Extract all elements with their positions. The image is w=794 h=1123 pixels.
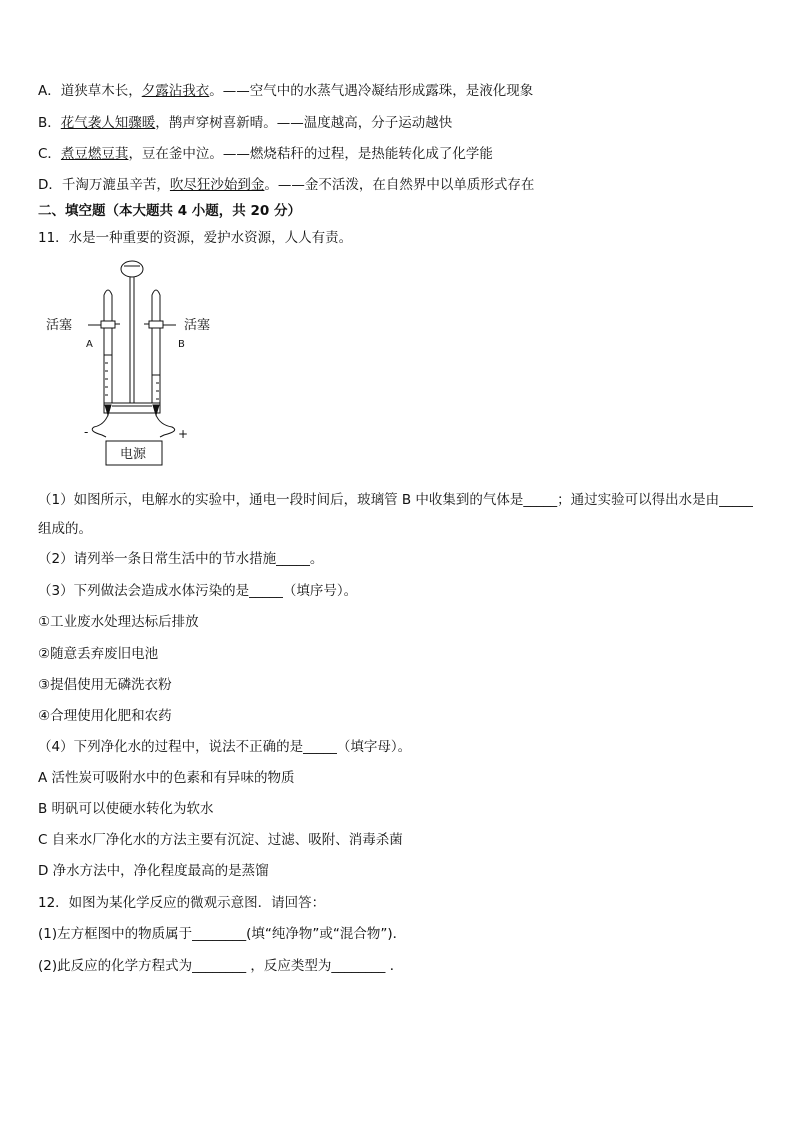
q11-part4: （4）下列净化水的过程中，说法不正确的是_____（填字母）。	[38, 739, 412, 755]
text: 。——金不活泼，在自然界中以单质形式存在	[264, 177, 535, 193]
electrolysis-diagram	[44, 255, 224, 470]
label-tube-b: B	[178, 339, 185, 350]
text: B．	[38, 115, 61, 131]
connector	[104, 403, 160, 413]
label-right-valve: 活塞	[184, 318, 211, 333]
q12-part1: (1)左方框图中的物质属于________(填“纯净物”或“混合物”)．	[38, 926, 407, 942]
tube-a	[104, 290, 112, 405]
label-minus: -	[84, 425, 89, 439]
q10-option-c	[38, 145, 493, 163]
label-left-valve: 活塞	[46, 318, 73, 333]
tube-b	[152, 290, 160, 405]
funnel-bulb	[121, 261, 143, 277]
wire-left	[92, 415, 108, 437]
q11-part3-option: ④合理使用化肥和农药	[38, 708, 172, 724]
q11-part4-option: D 净水方法中，净化程度最高的是蒸馏	[38, 863, 269, 879]
text: C．	[38, 146, 61, 162]
section-title: 二、填空题（本大题共 4 小题，共 20 分）	[38, 203, 301, 219]
q12-stem: 12．如图为某化学反应的微观示意图．请回答：	[38, 895, 326, 911]
label-power: 电源	[120, 447, 147, 462]
underlined-text: 花气袭人知骤暖	[60, 115, 156, 131]
q11-part2: （2）请列举一条日常生活中的节水措施_____。	[38, 551, 324, 567]
q11-part4-option: B 明矾可以使硬水转化为软水	[38, 801, 214, 817]
q11-part3-option: ③提倡使用无磷洗衣粉	[38, 677, 172, 693]
text: D．千淘万漉虽辛苦，	[38, 177, 170, 193]
q11-part3: （3）下列做法会造成水体污染的是_____（填序号）。	[38, 583, 358, 599]
label-plus: +	[178, 427, 189, 441]
q11-part1-line1: （1）如图所示，电解水的实验中，通电一段时间后，玻璃管 B 中收集到的气体是_____；通过实验可以得出水是由_____	[38, 492, 753, 508]
q11-stem: 11．水是一种重要的资源，爱护水资源，人人有责。	[38, 230, 353, 246]
q12-part2: (2)此反应的化学方程式为________ ，反应类型为________ ．	[38, 958, 404, 974]
text: A．道狭草木长，	[38, 83, 142, 99]
q10-option-b	[38, 114, 452, 132]
text: ，豆在釜中泣。——燃烧秸秆的过程，是热能转化成了化学能	[128, 146, 493, 162]
q10-option-d	[38, 176, 534, 194]
q10-option-a	[38, 82, 533, 100]
underlined-text: 煮豆燃豆萁	[60, 146, 129, 162]
label-tube-a: A	[86, 339, 93, 350]
q11-part4-option: A 活性炭可吸附水中的色素和有异味的物质	[38, 770, 295, 786]
left-valve	[101, 321, 115, 328]
q11-part3-option: ①工业废水处理达标后排放	[38, 614, 199, 630]
q11-part4-option: C 自来水厂净化水的方法主要有沉淀、过滤、吸附、消毒杀菌	[38, 832, 403, 848]
q11-part1-line2: 组成的。	[38, 521, 92, 537]
right-valve	[149, 321, 163, 328]
text: 。——空气中的水蒸气遇冷凝结形成露珠，是液化现象	[209, 83, 534, 99]
underlined-text: 吹尽狂沙始到金	[169, 177, 265, 193]
text: ，鹊声穿树喜新晴。——温度越高，分子运动越快	[155, 115, 453, 131]
underlined-text: 夕露沾我衣	[141, 83, 210, 99]
wire-right	[156, 415, 175, 437]
q11-part3-option: ②随意丢弃废旧电池	[38, 646, 159, 662]
